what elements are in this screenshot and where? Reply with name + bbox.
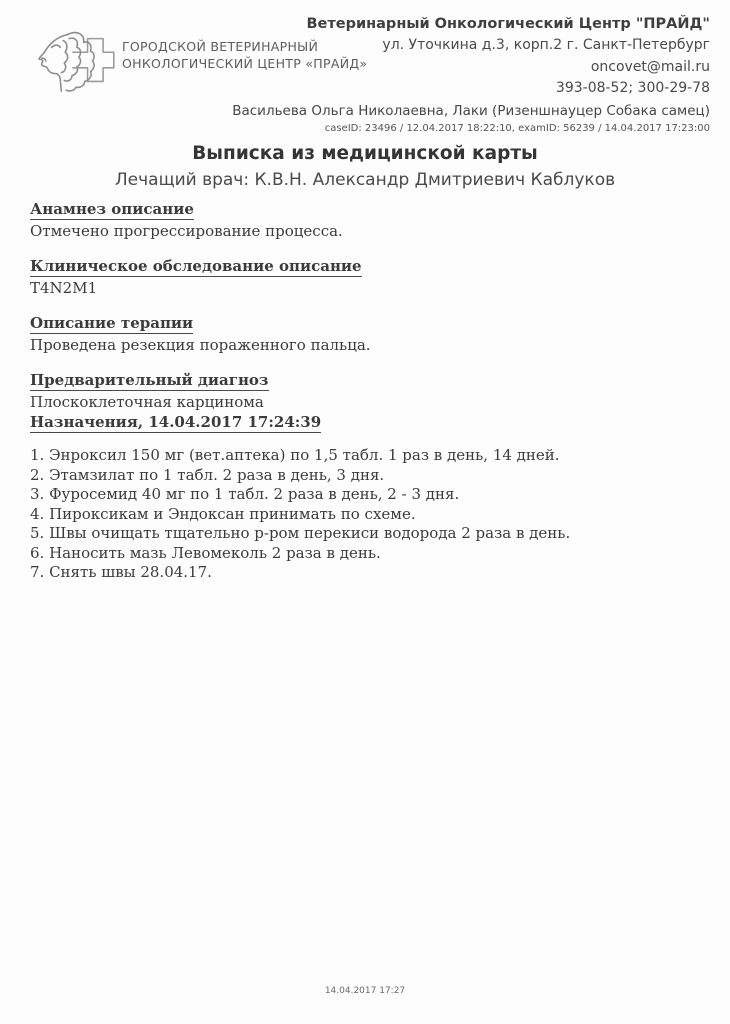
prescription-item: 7. Снять швы 28.04.17. (30, 563, 212, 581)
section-title: Анамнез описание (30, 200, 194, 218)
attending-doctor-line: Лечащий врач: К.В.Н. Александр Дмитриевич Каблуков (114, 170, 616, 190)
prescriptions-title: Назначения, 14.04.2017 17:24:39 (30, 413, 322, 431)
clinic-email: oncovet@mail.ru (590, 58, 710, 75)
prescription-item: 5. Швы очищать тщательно р-ром перекиси водорода 2 раза в день. (30, 524, 571, 542)
section-body: Отмечено прогрессирование процесса. (30, 222, 343, 240)
prescriptions-section (30, 413, 590, 583)
section-therapy (30, 314, 590, 355)
clinic-phones: 393-08-52; 300-29-78 (555, 80, 710, 96)
org-name-line2: ОНКОЛОГИЧЕСКИЙ ЦЕНТР «ПРАЙД» (122, 56, 368, 71)
lion-cross-logo-icon (28, 26, 116, 96)
section-body: T4N2M1 (30, 279, 98, 297)
section-title: Описание терапии (30, 314, 194, 332)
document-title: Выписка из медицинской карты (192, 143, 538, 164)
prescription-item: 3. Фуросемид 40 мг по 1 табл. 2 раза в день, 2 - 3 дня. (30, 485, 460, 503)
org-name-line1: ГОРОДСКОЙ ВЕТЕРИНАРНЫЙ (122, 39, 319, 54)
section-body: Плоскоклеточная карцинома (30, 393, 264, 411)
section-title: Предварительный диагноз (30, 371, 269, 389)
prescription-item: 6. Наносить мазь Левомеколь 2 раза в день. (30, 543, 381, 562)
prescription-item: 2. Этамзилат по 1 табл. 2 раза в день, 3 дня. (30, 465, 385, 484)
section-body: Проведена резекция пораженного пальца. (30, 336, 371, 354)
clinic-address: ул. Уточкина д.3, корп.2 г. Санкт-Петербург (382, 37, 710, 53)
case-id-line: caseID: 23496 / 12.04.2017 18:22:10, examID: 56239 / 14.04.2017 17:23:00 (324, 122, 710, 134)
header-right (232, 14, 710, 136)
section-preliminary-diagnosis (30, 371, 590, 412)
section-clinical-exam (30, 257, 590, 298)
footer-timestamp: 14.04.2017 17:27 (324, 986, 406, 996)
prescription-item: 1. Энроксил 150 мг (вет.аптека) по 1,5 табл. 1 раз в день, 14 дней. (30, 446, 560, 464)
clinic-name: Ветеринарный Онкологический Центр "ПРАЙД" (306, 16, 710, 32)
record-body (30, 200, 590, 583)
patient-line: Васильева Ольга Николаевна, Лаки (Ризеншнауцер Собака самец) (232, 102, 710, 119)
prescriptions-list (30, 446, 590, 583)
section-anamnesis (30, 200, 590, 241)
section-title: Клиническое обследование описание (30, 257, 362, 275)
prescription-item: 4. Пироксикам и Эндоксан принимать по схеме. (30, 504, 416, 523)
